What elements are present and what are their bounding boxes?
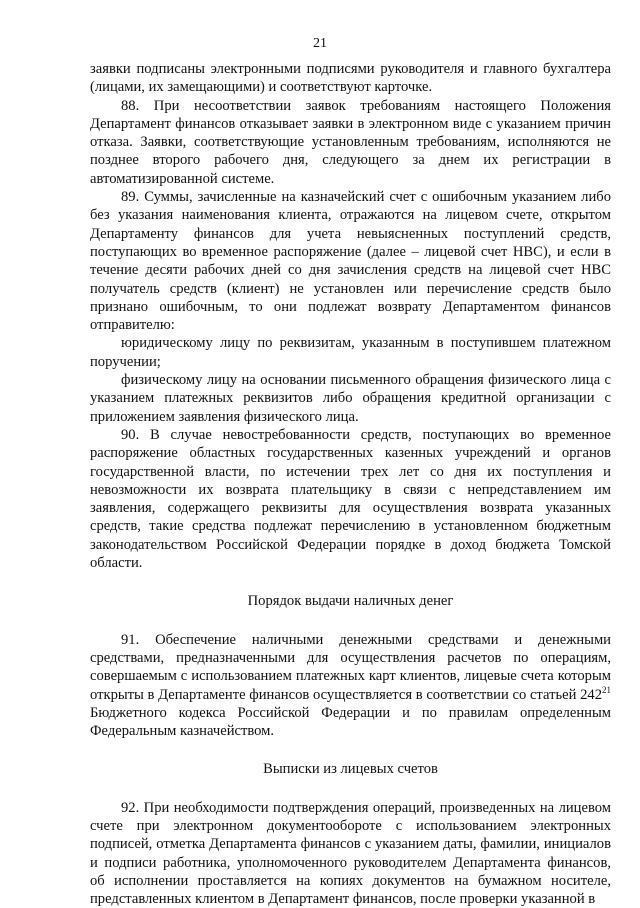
- paragraph-89: 89. Суммы, зачисленные на казначейский счет с ошибочным указанием либо без указания наименования клиента, отражаются на лицевом счете, открытом Департаменту финансов для учета невыясненных поступлений средств, поступающих во временное распоряжение (далее – лицевой счет НВС), и если в течение десяти рабочих дней со дня зачисления средств на лицевой счет НВС получатель средств (клиент) не установлен или перечисление средств было признано ошибочным, то они подлежат возврату Департаментом финансов отправителю:: [90, 189, 611, 334]
- paragraph-legal-entity: юридическому лицу по реквизитам, указанным в поступившем платежном поручении;: [90, 335, 611, 370]
- page-number: 21: [313, 36, 327, 51]
- article-superscript: 21: [602, 684, 611, 695]
- document-body: [90, 60, 611, 908]
- section-heading-statements: Выписки из лицевых счетов: [263, 761, 438, 778]
- paragraph-continuation: заявки подписаны электронными подписями руководителя и главного бухгалтера (лицами, их замещающими) и соответствуют карточке.: [90, 61, 611, 96]
- paragraph-individual: физическому лицу на основании письменного обращения физического лица с указанием платежных реквизитов либо обращения кредитной организации с приложением заявления физического лица.: [90, 372, 611, 425]
- paragraph-91: [90, 631, 611, 741]
- paragraph-91-tail: Бюджетного кодекса Российской Федерации и по правилам определенным Федеральным казначейством.: [90, 704, 611, 740]
- section-heading-cash: Порядок выдачи наличных денег: [247, 593, 454, 610]
- paragraph-90: 90. В случае невостребованности средств, поступающих во временное распоряжение областных государственных казенных учреждений и органов государственной власти, по истечении трех лет со дня их поступления и невозможности их возврата плательщику в связи с непредставлением им заявления, содержащего реквизиты для осуществления возврата указанных средств, такие средства подлежат перечислению в установленном бюджетным законодательством Российской Федерации порядке в доход бюджета Томской области.: [90, 426, 611, 572]
- paragraph-92: 92. При необходимости подтверждения операций, произведенных на лицевом счете при электронном документообороте с использованием электронных подписей, отметка Департамента финансов с указанием даты, фамилии, инициалов и подписи работника, уполномоченного руководителем Департамента финансов, об исполнении проставляется на копиях документов на бумажном носителе, представленных клиентом в Департамент финансов, после проверки указанной в: [90, 799, 611, 908]
- paragraph-91-text: 91. Обеспечение наличными денежными средствами и денежными средствами, предназначенными для осуществления расчетов по операциям, совершаемым с использованием платежных карт клиентов, лицевые счета которым открыты в Департаменте финансов осуществляется в соответствии со статьей 242: [90, 631, 611, 703]
- paragraph-88: 88. При несоответствии заявок требованиям настоящего Положения Департамент финансов отказывает заявки в электронном виде с указанием причин отказа. Заявки, соответствующие установленным требованиям, исполняются не позднее второго рабочего дня, следующего за днем их регистрации в автоматизированной системе.: [90, 97, 611, 187]
